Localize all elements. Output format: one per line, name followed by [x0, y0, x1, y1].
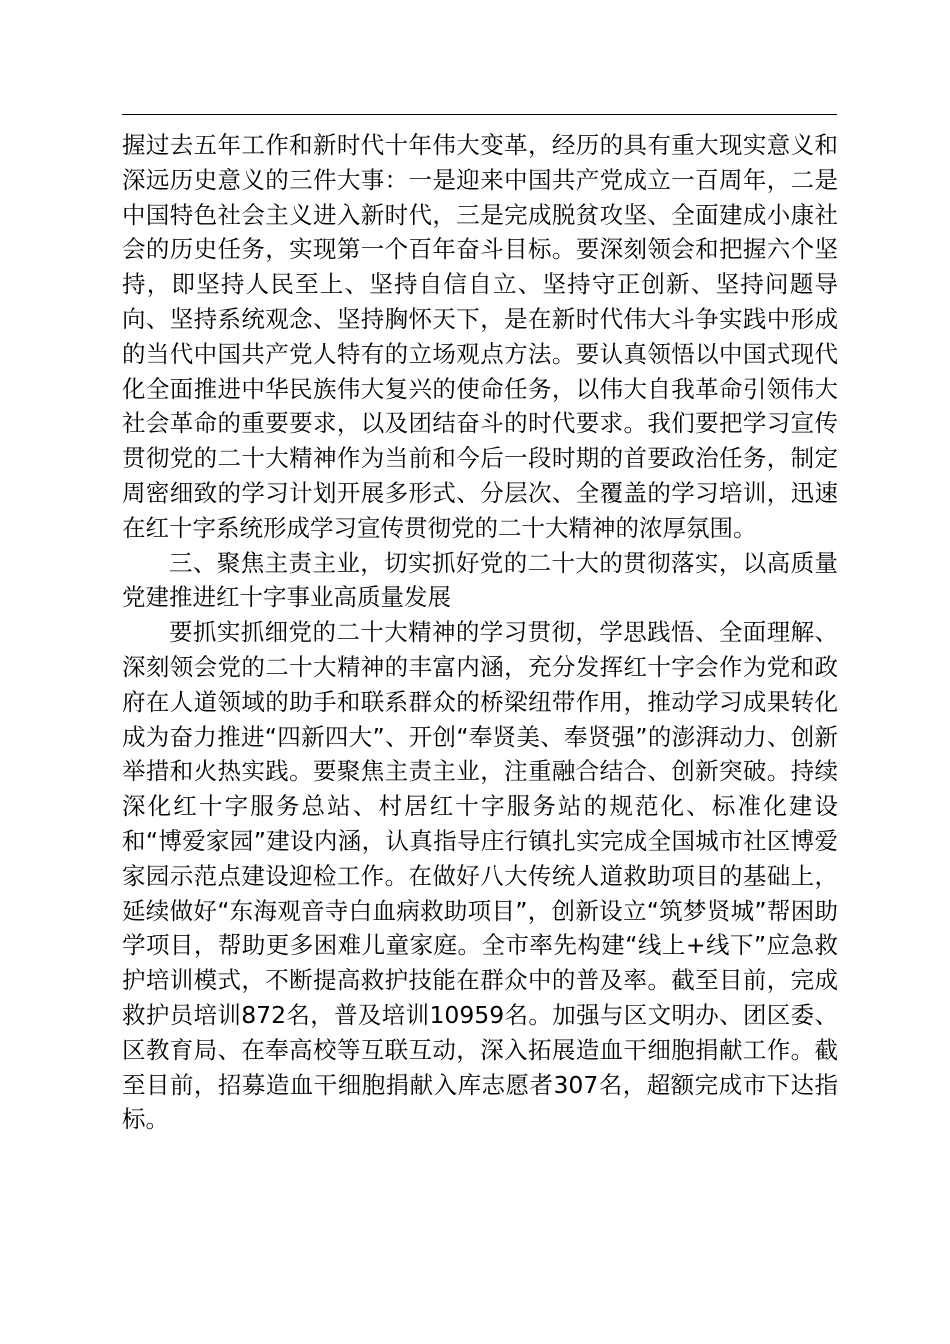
document-body	[122, 128, 838, 1137]
section-heading-3: 三、聚焦主责主业，切实抓好党的二十大的贯彻落实，以高质量党建推进红十字事业高质量发展	[122, 548, 838, 612]
paragraph-3: 要抓实抓细党的二十大精神的学习贯彻，学思践悟、全面理解、深刻领会党的二十大精神的丰富内涵，充分发挥红十字会作为党和政府在人道领域的助手和联系群众的桥梁纽带作用，推动学习成果转化成为奋力推进“四新四大”、开创“奉贤美、奉贤强”的澎湃动力、创新举措和火热实践。要聚焦主责主业，注重融合结合、创新突破。持续深化红十字服务总站、村居红十字服务站的规范化、标准化建设和“博爱家园”建设内涵，认真指导庄行镇扎实完成全国城市社区博爱家园示范点建设迎检工作。在做好八大传统人道救助项目的基础上，延续做好“东海观音寺白血病救助项目”，创新设立“筑梦贤城”帮困助学项目，帮助更多困难儿童家庭。全市率先构建“线上+线下”应急救护培训模式，不断提高救护技能在群众中的普及率。截至目前，完成救护员培训872名，普及培训10959名。加强与区文明办、团区委、区教育局、在奉高校等互联互动，深入拓展造血干细胞捐献工作。截至目前，招募造血干细胞捐献入库志愿者307名，超额完成市下达指标。	[122, 618, 838, 1134]
paragraph-1: 握过去五年工作和新时代十年伟大变革，经历的具有重大现实意义和深远历史意义的三件大事：一是迎来中国共产党成立一百周年，二是中国特色社会主义进入新时代，三是完成脱贫攻坚、全面建成小康社会的历史任务，实现第一个百年奋斗目标。要深刻领会和把握六个坚持，即坚持人民至上、坚持自信自立、坚持守正创新、坚持问题导向、坚持系统观念、坚持胸怀天下，是在新时代伟大斗争实践中形成的当代中国共产党人特有的立场观点方法。要认真领悟以中国式现代化全面推进中华民族伟大复兴的使命任务，以伟大自我革命引领伟大社会革命的重要要求，以及团结奋斗的时代要求。我们要把学习宣传贯彻党的二十大精神作为当前和今后一段时期的首要政治任务，制定周密细致的学习计划开展多形式、分层次、全覆盖的学习培训，迅速在红十字系统形成学习宣传贯彻党的二十大精神的浓厚氛围。	[122, 131, 838, 542]
header-rule	[122, 114, 837, 115]
